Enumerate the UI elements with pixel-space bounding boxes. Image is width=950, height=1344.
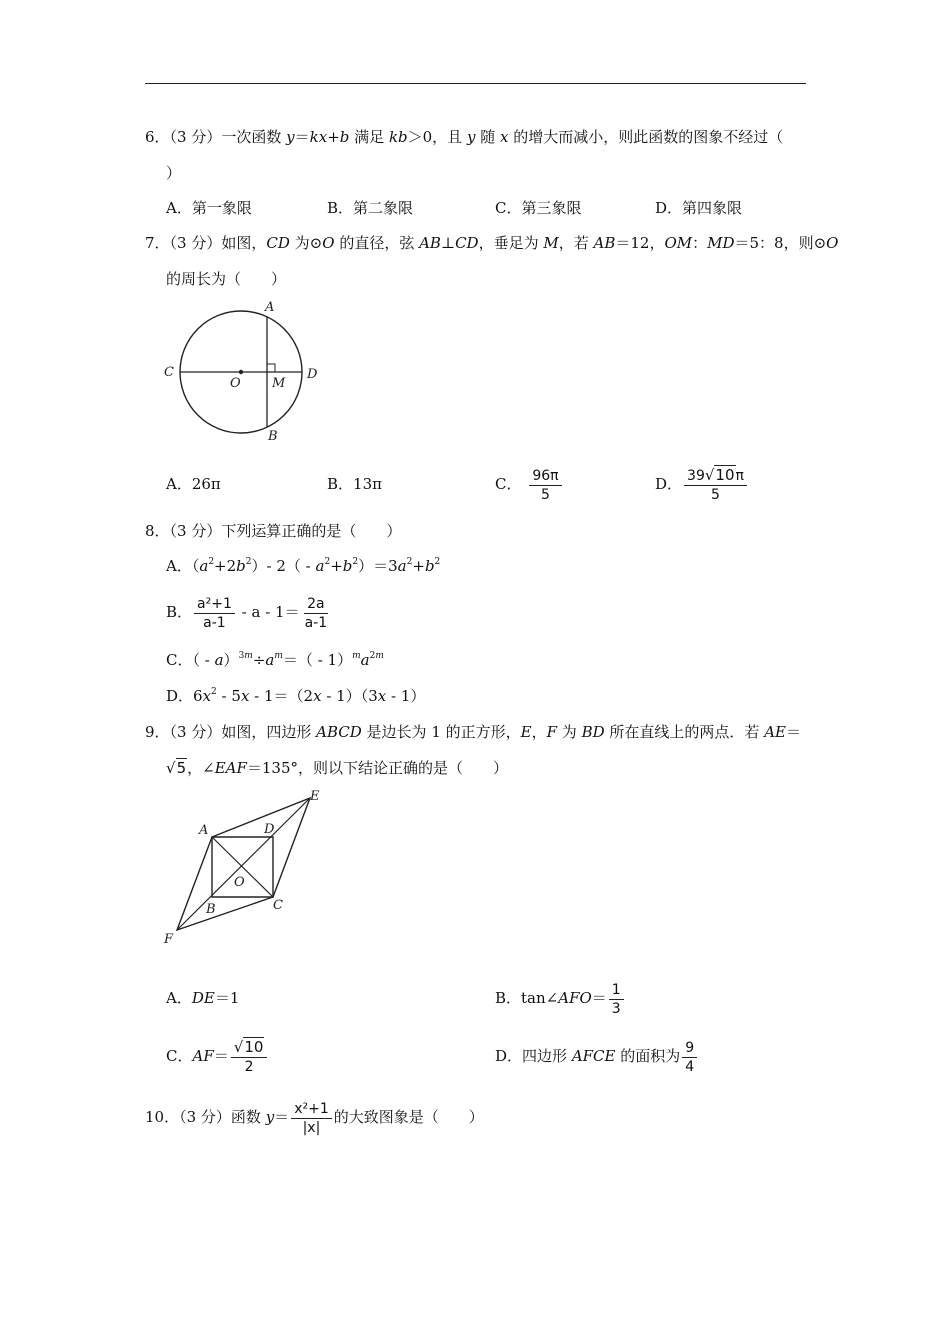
center-dot [239, 370, 243, 374]
q6-option-a[interactable]: A．第一象限 [166, 199, 252, 217]
label-c: C [273, 898, 283, 913]
question-8-text: 8．（3 分）下列运算正确的是（ ） [145, 522, 402, 540]
q8-option-d[interactable]: D．$6x^2 - 5x - 1=(2x - 1)(3x - 1)$ [166, 687, 426, 705]
q6-option-b[interactable]: B．第二象限 [327, 199, 414, 217]
label-a: A [199, 823, 209, 838]
label-m: M [272, 376, 286, 391]
q6-option-d[interactable]: D．第四象限 [655, 199, 743, 217]
q8-option-a[interactable]: A．$(a^2+2b^2)-$ $2( - a^2+b^2)=3a^2+b^2$ [166, 557, 441, 575]
q7-option-a[interactable]: A．26π [166, 475, 221, 493]
label-o: O [234, 875, 245, 890]
right-angle-mark [267, 364, 275, 372]
q9-option-d[interactable]: D．四边形 AFCE 的面积为 $\frac{9}{4}$ [495, 1034, 699, 1078]
q7-option-d[interactable]: D． $\frac{39√10\pi}{5}$ [655, 462, 749, 506]
q6-option-c[interactable]: C．第三象限 [495, 199, 582, 217]
question-7-text: 7．（3 分）如图，CD 为⊙O 的直径，弦 AB⊥CD，垂足为 M，若 AB＝12，OM：MD＝5：8，则⊙O [145, 234, 839, 252]
label-b: B [268, 429, 278, 444]
q9-option-c[interactable]: C．AF＝ $\frac{√10}{2}$ [166, 1034, 269, 1078]
q7-option-b[interactable]: B．13π [327, 475, 382, 493]
q9-option-a[interactable]: A．DE＝1 [166, 989, 240, 1007]
question-6-text: 6．（3 分）一次函数 y＝kx+b 满足 kb＞0，且 y 随 x 的增大而减小，则此函数的图象不经过（ [145, 128, 784, 146]
q7-option-c[interactable]: C． $\frac{96\pi}{5}$ [495, 462, 569, 506]
question-9-text: 9．（3 分）如图，四边形 ABCD 是边长为 1 的正方形，E，F 为 BD 所在直线上的两点．若 AE＝ [145, 723, 801, 741]
question-7-line2: 的周长为（ ） [166, 270, 287, 288]
label-a: A [265, 300, 275, 315]
square-diagram [160, 785, 340, 950]
label-e: E [310, 789, 320, 804]
label-d: D [264, 822, 275, 837]
question-9-line2: √5，∠EAF＝135°，则以下结论正确的是（ ） [166, 759, 509, 777]
label-b: B [206, 902, 216, 917]
q8-option-c[interactable]: C．（ - $a)^{3m}\div a^m=( - 1)^ma^{2m}$ [166, 651, 384, 669]
q8-option-b[interactable]: B． $\frac{\text{a²+1}}{a-1}$ - a - 1＝ $\frac{2a}{a-1}$ [166, 595, 328, 631]
label-d: D [307, 367, 318, 382]
question-6-close: ） [166, 164, 182, 182]
label-c: C [164, 365, 174, 380]
line-fe [177, 798, 310, 930]
question-10-text: 10．（3 分）函数 y＝ $\frac{\text{x²+1}}{|x|}$ 的大致图象是（ ） [145, 1100, 484, 1136]
q9-option-b[interactable]: B．tan∠AFO＝ $\frac{1}{3}$ [495, 976, 626, 1020]
label-f: F [164, 932, 174, 947]
label-o: O [230, 376, 241, 391]
circle-diagram [160, 296, 330, 446]
header-rule [145, 83, 806, 84]
